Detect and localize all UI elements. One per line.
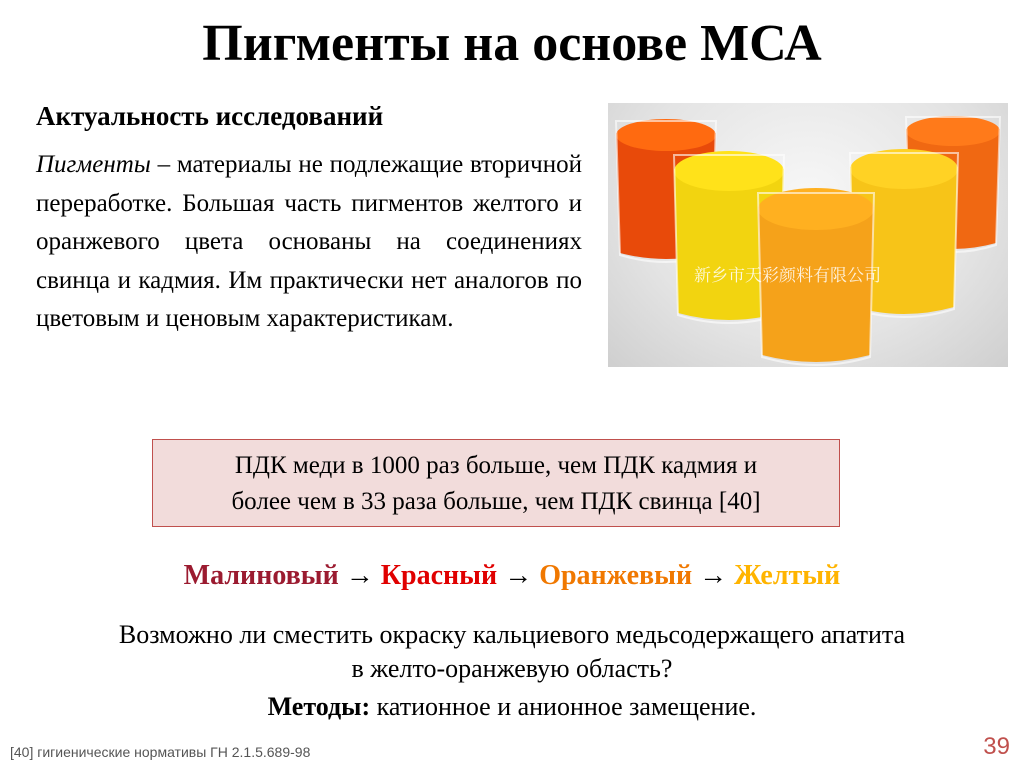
color-chain	[0, 556, 1024, 596]
pdk-callout-box	[152, 439, 840, 527]
color-orange: Оранжевый	[539, 560, 693, 591]
section-subtitle: Актуальность исследований	[36, 101, 384, 131]
callout-line-2: более чем в 33 раза больше, чем ПДК свинца [40]	[231, 488, 761, 515]
pigment-jars-photo	[608, 103, 1008, 367]
methods-label: Методы:	[267, 692, 371, 721]
page-number: 39	[983, 733, 1010, 760]
question-line-2: в желто-оранжевую область?	[351, 654, 673, 683]
arrow-icon: →	[699, 560, 728, 591]
question-line-1: Возможно ли сместить окраску кальциевого медьсодержащего апатита	[118, 620, 906, 649]
methods-line	[0, 690, 1024, 724]
photo-watermark: 新乡市天彩颜料有限公司	[694, 266, 881, 286]
arrow-icon: →	[504, 560, 533, 591]
body-paragraph	[36, 146, 582, 339]
body-term: Пигменты	[36, 151, 151, 178]
arrow-icon: →	[345, 560, 374, 591]
callout-line-1: ПДК меди в 1000 раз больше, чем ПДК кадмия и	[234, 452, 758, 479]
footnote-reference: [40] гигиенические нормативы ГН 2.1.5.689-98	[10, 744, 311, 760]
body-text: – материалы не подлежащие вторичной переработке. Большая часть пигментов желтого и оранжевого цвета основаны на соединениях свинца и кадмия. Им практически нет аналогов по цветовым и ценовым характеристикам.	[36, 151, 582, 332]
color-red: Красный	[380, 560, 498, 591]
slide-title: Пигменты на основе МСА	[202, 15, 822, 72]
color-raspberry: Малиновый	[183, 560, 339, 591]
color-yellow: Желтый	[734, 560, 841, 591]
pigment-jars-illustration	[608, 103, 1008, 367]
methods-text: катионное и анионное замещение.	[376, 692, 757, 721]
research-question	[20, 618, 1004, 686]
